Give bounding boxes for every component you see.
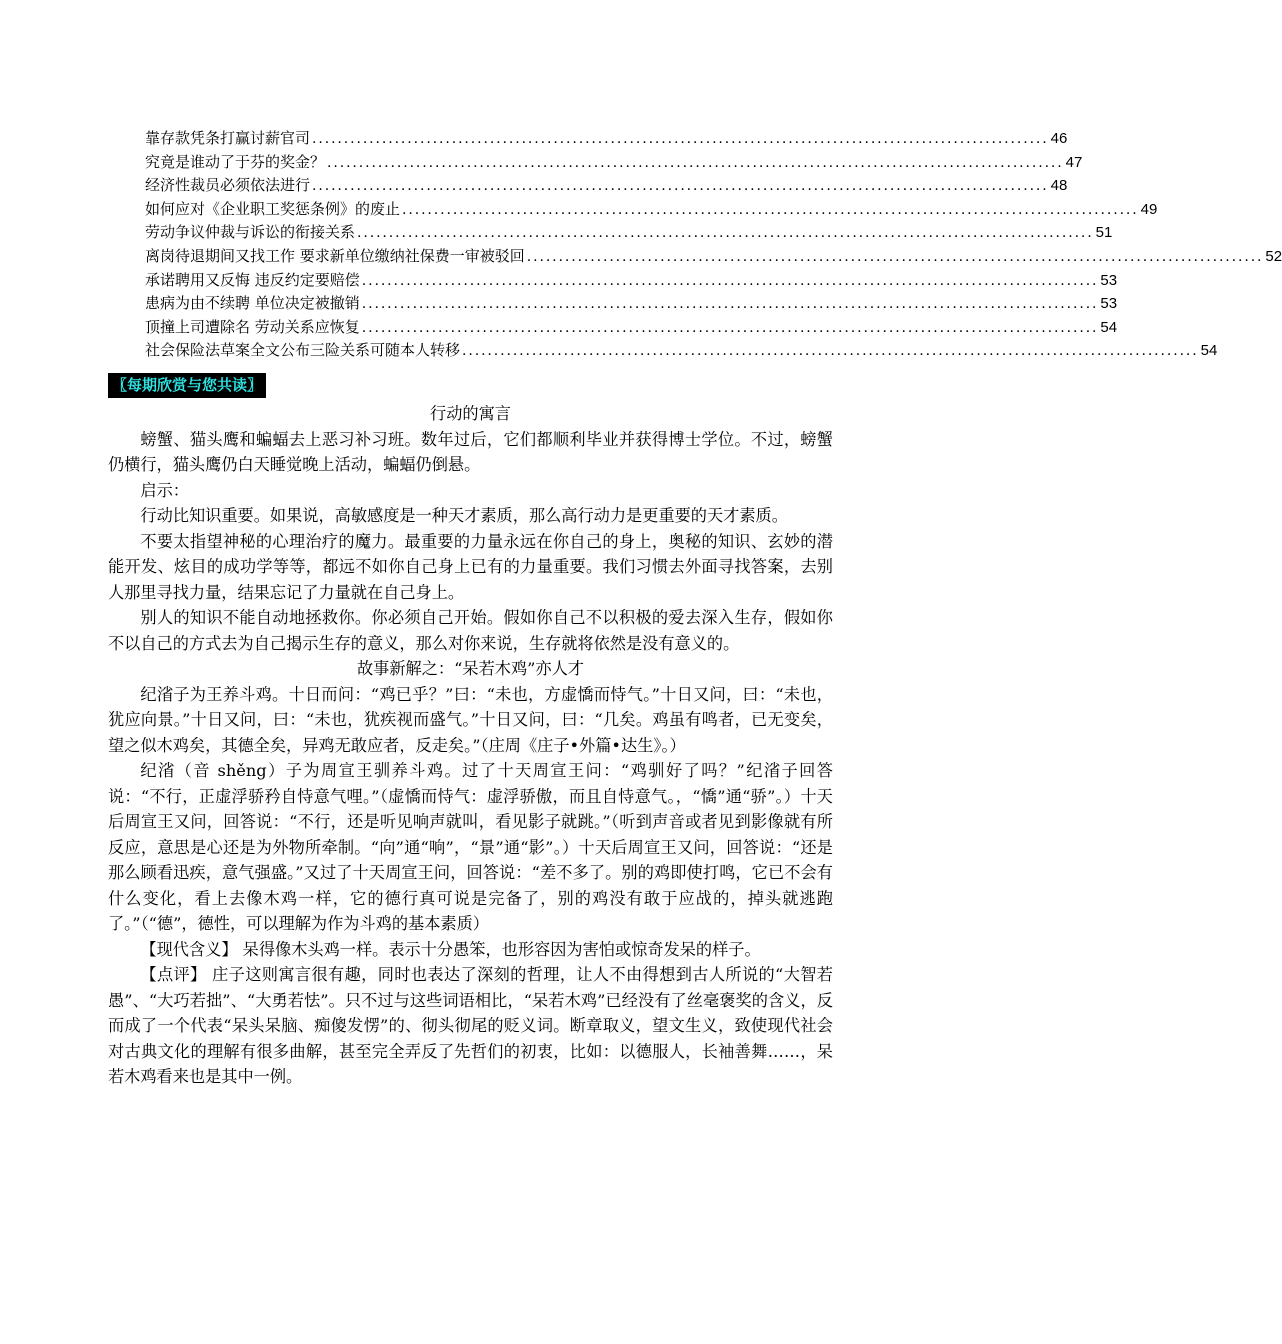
paragraph: 不要太指望神秘的心理治疗的魔力。最重要的力量永远在你自己的身上，奥秘的知识、玄妙的潜能开发、炫目的成功学等等，都远不如你自己身上已有的力量重要。我们习惯去外面寻找答案，去别人那里寻找力量，结果忘记了力量就在自己身上。: [108, 531, 833, 602]
paragraph: 【现代含义】 呆得像木头鸡一样。表示十分愚笨，也形容因为害怕或惊奇发呆的样子。: [140, 939, 761, 959]
paragraph: 行动比知识重要。如果说，高敏感度是一种天才素质，那么高行动力是更重要的天才素质。: [140, 506, 788, 525]
toc-entry[interactable]: [145, 174, 1068, 198]
toc-page-number: 53: [1100, 271, 1118, 289]
toc-title: 靠存款凭条打赢讨薪官司: [145, 129, 311, 147]
toc-leader: ....................................................................................................................: [462, 343, 1199, 360]
paragraph: 启示：: [140, 480, 189, 500]
story-title: 行动的寓言: [430, 404, 511, 423]
paragraph: 纪渻（音 shěng）子为周宣王驯养斗鸡。过了十天周宣王问：“鸡驯好了吗？”纪渻子回答说：“不行，正虚浮骄矜自恃意气哩。”（虚憍而恃气：虚浮骄傲，而且自恃意气。，“憍”通“骄”。）十天后周宣王又问，回答说：“不行，还是听见响声就叫，看见影子就跳。”（听到声音或者见到影像就有所反应，意思是心还是为外物所牵制。“向”通“响”，“景”通“影”。）十天后周宣王又问，回答说：“还是那么顾看迅疾，意气强盛。”又过了十天周宣王问，回答说：“差不多了。别的鸡即使打鸣，它已不会有什么变化，看上去像木鸡一样，它的德行真可说是完备了，别的鸡没有敢于应战的，掉头就逃跑了。”（“德”，德性，可以理解为作为斗鸡的基本素质）: [108, 761, 833, 933]
table-of-contents: [145, 127, 1282, 363]
paragraph: 【点评】 庄子这则寓言很有趣，同时也表达了深刻的哲理，让人不由得想到古人所说的“大智若愚”、“大巧若拙”、“大勇若怯”。只不过与这些词语相比，“呆若木鸡”已经没有了丝毫褒奖的含义，反而成了一个代表“呆头呆脑、痴傻发愣”的、彻头彻尾的贬义词。断章取义，望文生义，致使现代社会对古典文化的理解有很多曲解，甚至完全弄反了先哲们的初衷，比如：以德服人，长袖善舞……，呆若木鸡看来也是其中一例。: [108, 965, 833, 1086]
toc-entry[interactable]: [145, 245, 1282, 269]
toc-page-number: 48: [1050, 177, 1068, 195]
toc-leader: ....................................................................................................................: [361, 272, 1099, 289]
toc-entry[interactable]: [145, 198, 1158, 222]
toc-leader: ....................................................................................................................: [402, 201, 1139, 218]
toc-title: 顶撞上司遭除名 劳动关系应恢复: [145, 317, 360, 336]
story-title: 故事新解之：“呆若木鸡”亦人才: [357, 659, 584, 678]
toc-leader: ....................................................................................................................: [312, 131, 1049, 147]
toc-title: 劳动争议仲裁与诉讼的衔接关系: [145, 223, 356, 242]
toc-title: 患病为由不续聘 单位决定被撤销: [145, 294, 360, 313]
toc-entry[interactable]: [145, 269, 1118, 293]
toc-page-number: 54: [1200, 342, 1218, 360]
toc-page-number: 53: [1100, 295, 1118, 313]
paragraph: 别人的知识不能自动地拯救你。你必须自己开始。假如你自己不以积极的爱去深入生存，假如你不以自己的方式去为自己揭示生存的意义，那么对你来说，生存就将依然是没有意义的。: [108, 608, 833, 653]
toc-title: 社会保险法草案全文公布三险关系可随本人转移: [145, 341, 461, 360]
toc-page-number: 54: [1100, 318, 1118, 336]
section-banner: 〖每期欣赏与您共读〗: [108, 373, 266, 398]
paragraph: 螃蟹、猫头鹰和蝙蝠去上恶习补习班。数年过后，它们都顺利毕业并获得博士学位。不过，螃蟹仍横行，猫头鹰仍白天睡觉晚上活动，蝙蝠仍倒悬。: [108, 429, 833, 474]
toc-title: 究竟是谁动了于芬的奖金？: [145, 152, 326, 171]
toc-leader: ....................................................................................................................: [327, 154, 1064, 171]
toc-entry[interactable]: [145, 316, 1118, 340]
paragraph: 纪渻子为王养斗鸡。十日而问：“鸡已乎？”曰：“未也，方虚憍而恃气。”十日又问，曰：“未也，犹应向景。”十日又问，曰：“未也，犹疾视而盛气。”十日又问，曰：“几矣。鸡虽有鸣者，已无变矣，望之似木鸡矣，其德全矣，异鸡无敢应者，反走矣。”（庄周《庄子•外篇•达生》。）: [108, 684, 833, 755]
toc-entry[interactable]: [145, 221, 1113, 245]
toc-leader: ....................................................................................................................: [361, 296, 1099, 313]
toc-page-number: 47: [1065, 153, 1083, 171]
toc-leader: ....................................................................................................................: [312, 178, 1049, 195]
toc-title: 经济性裁员必须依法进行: [145, 176, 311, 195]
toc-page-number: 52: [1265, 247, 1282, 265]
toc-entry[interactable]: [145, 339, 1218, 363]
toc-leader: ....................................................................................................................: [357, 225, 1094, 242]
toc-entry[interactable]: [145, 127, 1068, 151]
toc-page-number: 46: [1050, 130, 1068, 147]
toc-page-number: 51: [1095, 224, 1113, 242]
toc-title: 承诺聘用又反悔 违反约定要赔偿: [145, 270, 360, 289]
toc-title: 离岗待退期间又找工作 要求新单位缴纳社保费一审被驳回: [145, 246, 525, 265]
toc-leader: ....................................................................................................................: [361, 319, 1099, 336]
toc-entry[interactable]: [145, 292, 1118, 316]
toc-page-number: 49: [1140, 200, 1158, 218]
toc-entry[interactable]: [145, 151, 1083, 175]
article-body: [108, 401, 833, 1090]
toc-title: 如何应对《企业职工奖惩条例》的废止: [145, 199, 401, 218]
toc-leader: ....................................................................................................................: [526, 248, 1264, 265]
